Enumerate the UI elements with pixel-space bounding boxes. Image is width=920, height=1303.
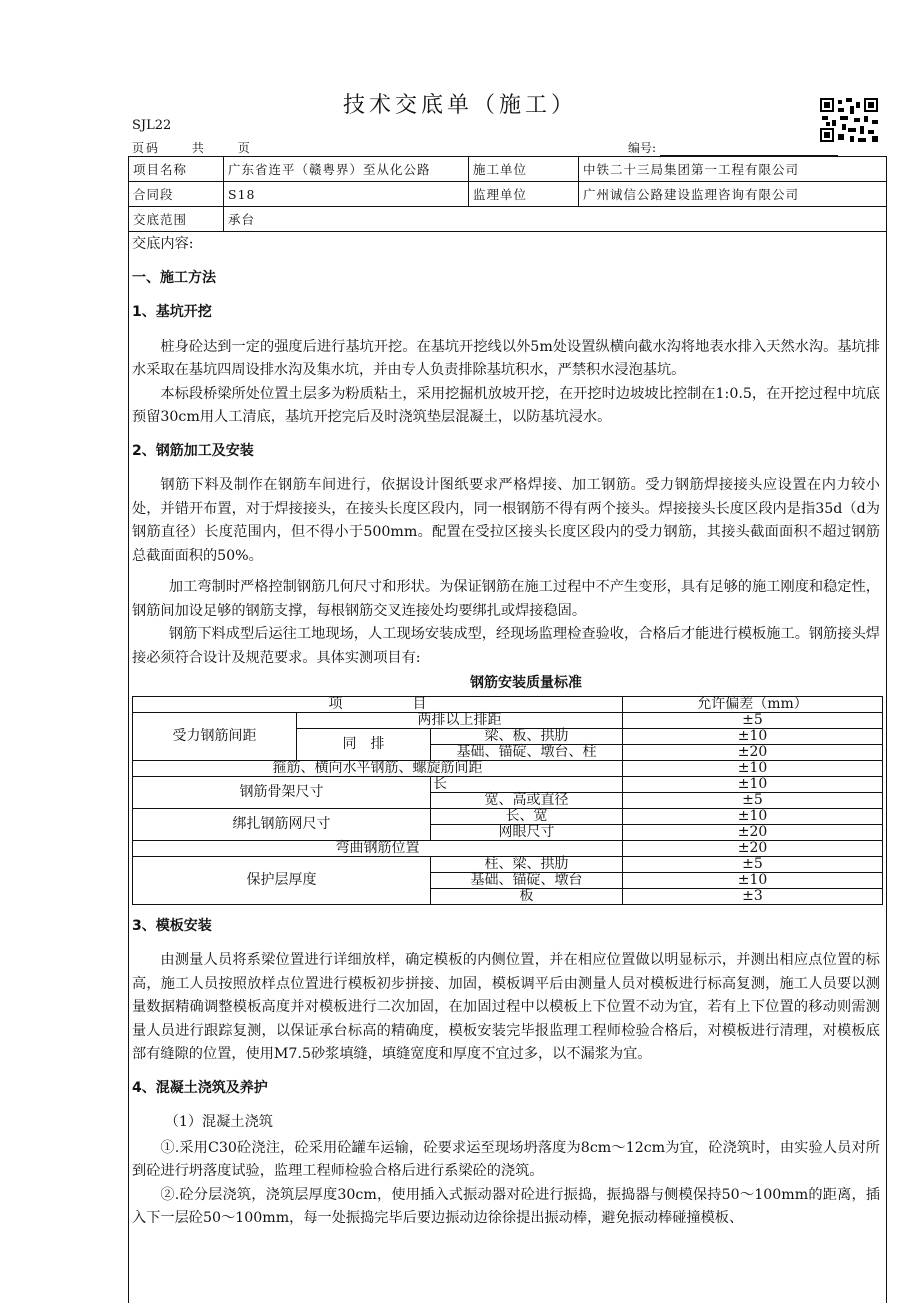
contractor-value: 中铁二十三局集团第一工程有限公司 <box>579 157 887 182</box>
table-row <box>133 840 883 856</box>
table-row <box>133 776 883 792</box>
table-cell: ±10 <box>623 728 883 744</box>
number-label: 编号: <box>628 141 657 155</box>
table-cell: 网眼尺寸 <box>431 824 623 840</box>
table-cell: 两排以上排距 <box>297 712 623 728</box>
table-cell: 保护层厚度 <box>133 856 431 904</box>
total-label: 共 <box>191 141 206 155</box>
table-cell: ±3 <box>623 888 883 904</box>
project-name-label: 项目名称 <box>129 157 224 182</box>
table-cell: 梁、板、拱肋 <box>431 728 623 744</box>
column-header: 项 目 <box>133 696 623 712</box>
subsection-heading: 4、混凝土浇筑及养护 <box>132 1079 268 1096</box>
table-row <box>129 157 887 182</box>
table-cell: ±5 <box>623 792 883 808</box>
table-row <box>129 207 887 232</box>
table-cell: ±10 <box>623 776 883 792</box>
form-code: SJL22 <box>132 118 172 133</box>
table-cell: 宽、高或直径 <box>431 792 623 808</box>
contract-value: S18 <box>224 182 469 207</box>
table-cell: ±20 <box>623 744 883 760</box>
table-cell: 长、宽 <box>431 808 623 824</box>
table-cell: 弯曲钢筋位置 <box>133 840 623 856</box>
table-cell: ±20 <box>623 840 883 856</box>
paragraph: 钢筋下料及制作在钢筋车间进行，依据设计图纸要求严格焊接、加工钢筋。受力钢筋焊接接头应设置在内力较小处，并错开布置，对于焊接接头，在接头长度区段内，同一根钢筋不得有两个接头。焊接接头长度区段内是指35d（d为钢筋直径）长度范围内，但不得小于500mm。配置在受拉区接头长度区段内的受力钢筋，其接头截面面积不超过钢筋总截面面积的50%。 <box>132 477 880 564</box>
table-row <box>133 760 883 776</box>
table-row <box>133 808 883 824</box>
scope-value: 承台 <box>224 207 887 232</box>
page-label: 页码 <box>132 141 161 155</box>
number-field[interactable] <box>660 143 838 156</box>
qr-code-icon <box>820 98 878 142</box>
number-line <box>628 139 838 156</box>
disclosure-content <box>132 233 880 1231</box>
paragraph: ②.砼分层浇筑，浇筑层厚度30cm，使用插入式振动器对砼进行振捣，振捣器与侧模保持50～100mm的距离，插入下一层砼50～100mm，每一处振捣完毕后要边振动边徐徐提出振动棒，避免振动棒碰撞模板、 <box>132 1186 880 1226</box>
supervisor-value: 广州诚信公路建设监理咨询有限公司 <box>579 182 887 207</box>
paragraph: ①.采用C30砼浇注，砼采用砼罐车运输，砼要求运至现场坍落度为8cm～12cm为宜，砼浇筑时，由实验人员对所到砼进行坍落度试验，监理工程师检验合格后进行系梁砼的浇筑。 <box>132 1139 880 1179</box>
project-name-value: 广东省连平（赣粤界）至从化公路 <box>224 157 469 182</box>
sub-heading: （1）混凝土浇筑 <box>164 1114 273 1130</box>
table-cell: 绑扎钢筋网尺寸 <box>133 808 431 840</box>
header-table <box>128 156 887 232</box>
paragraph: 本标段桥梁所处位置土层多为粉质粘土，采用挖掘机放坡开挖，在开挖时边坡坡比控制在1:0.5，在开挖过程中坑底预留30cm用人工清底，基坑开挖完后及时浇筑垫层混凝土，以防基坑浸水。 <box>132 385 880 425</box>
table-cell: ±20 <box>623 824 883 840</box>
paragraph: 由测量人员将系梁位置进行详细放样，确定模板的内侧位置，并在相应位置做以明显标示，并测出相应点位置的标高，施工人员按照放样点位置进行模板初步拼接、加固，模板调平后由测量人员对模板进行标高复测，施工人员要以测量数据精确调整模板高度并对模板进行二次加固，在加固过程中以模板上下位置不动为宜，若有上下位置的移动则需测量人员进行跟踪复测，以保证承台标高的精确度，模板安装完毕报监理工程师检验合格后，对模板进行清理，对模板底部有缝隙的位置，使用M7.5砂浆填缝，填缝宽度和厚度不宜过多，以不漏浆为宜。 <box>132 952 880 1062</box>
table-cell: ±5 <box>623 856 883 872</box>
table-row <box>129 182 887 207</box>
intro-label: 交底内容: <box>132 236 194 252</box>
scope-label: 交底范围 <box>129 207 224 232</box>
page-unit: 页 <box>237 141 252 155</box>
table-cell: 钢筋骨架尺寸 <box>133 776 431 808</box>
paragraph: 桩身砼达到一定的强度后进行基坑开挖。在基坑开挖线以外5m处设置纵横向截水沟将地表水排入天然水沟。基坑排水采取在基坑四周设排水沟及集水坑，并由专人负责排除基坑积水，严禁积水浸泡基坑。 <box>132 338 880 378</box>
contract-label: 合同段 <box>129 182 224 207</box>
table-cell: 柱、梁、拱肋 <box>431 856 623 872</box>
table-row <box>133 712 883 728</box>
table-cell: 长 <box>431 776 623 792</box>
document-title: 技术交底单（施工） <box>342 93 577 118</box>
table-cell: 受力钢筋间距 <box>133 712 297 760</box>
paragraph: 钢筋下料成型后运往工地现场，人工现场安装成型，经现场监理检查验收，合格后才能进行模板施工。钢筋接头焊接必须符合设计及规范要求。具体实测项目有: <box>132 626 880 666</box>
table-cell: 板 <box>431 888 623 904</box>
table-cell: ±10 <box>623 808 883 824</box>
subsection-heading: 3、模板安装 <box>132 917 212 934</box>
table-cell: 同 排 <box>297 728 431 760</box>
table-title: 钢筋安装质量标准 <box>470 675 582 691</box>
supervisor-label: 监理单位 <box>469 182 579 207</box>
rebar-standard-table <box>132 696 883 905</box>
contractor-label: 施工单位 <box>469 157 579 182</box>
table-cell: ±10 <box>623 760 883 776</box>
section-heading: 一、施工方法 <box>132 269 216 286</box>
table-cell: ±5 <box>623 712 883 728</box>
paragraph: 加工弯制时严格控制钢筋几何尺寸和形状。为保证钢筋在施工过程中不产生变形，具有足够的施工刚度和稳定性，钢筋间加设足够的钢筋支撑，每根钢筋交叉连接处均要绑扎或焊接稳固。 <box>132 579 880 619</box>
table-cell: 箍筋、横向水平钢筋、螺旋筋间距 <box>133 760 623 776</box>
column-header: 允许偏差（mm） <box>623 696 883 712</box>
page-count-line <box>132 139 278 156</box>
table-row <box>133 856 883 872</box>
subsection-heading: 1、基坑开挖 <box>132 304 212 320</box>
table-row <box>133 696 883 712</box>
table-cell: 基础、锚碇、墩台、柱 <box>431 744 623 760</box>
table-cell: ±10 <box>623 872 883 888</box>
table-cell: 基础、锚碇、墩台 <box>431 872 623 888</box>
subsection-heading: 2、钢筋加工及安装 <box>132 442 254 459</box>
